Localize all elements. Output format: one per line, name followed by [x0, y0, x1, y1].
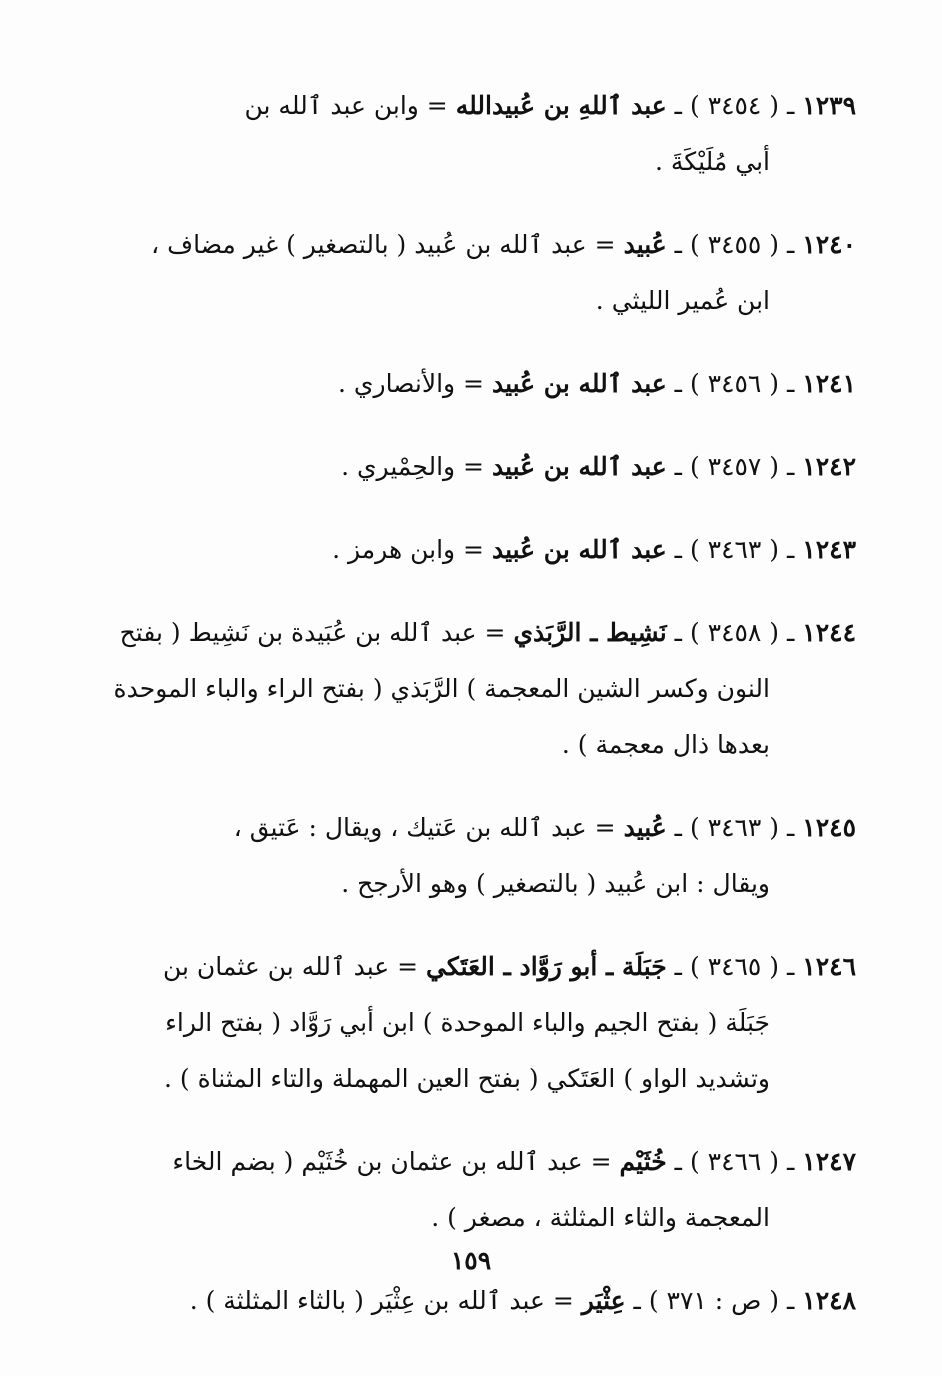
entry-continuation-line: النون وكسر الشين المعجمة ) الرَّبَذي ( بفتح الراء والباء الموحدة — [113, 674, 770, 703]
entry-text: = والأنصاري . — [338, 369, 484, 398]
entry-first-line — [111, 78, 856, 134]
space — [484, 535, 492, 564]
entry — [111, 1134, 856, 1246]
entry-text: = عبد ٱلله بن عَتيك ، ويقال : عَتيق ، — [233, 813, 616, 842]
space — [484, 452, 492, 481]
entry-reference: ( ٣٤٥٨ ) — [689, 618, 780, 647]
dash-separator: ـ — [666, 230, 690, 259]
entry-reference: ( ٣٤٥٧ ) — [689, 452, 780, 481]
space — [616, 813, 624, 842]
entry-first-line — [111, 439, 856, 495]
dash-separator: ـ — [779, 91, 803, 120]
entry-number: ١٢٤٠ — [802, 230, 856, 259]
dash-separator: ـ — [666, 452, 690, 481]
entry-reference: ( ٣٤٦٦ ) — [689, 1147, 780, 1176]
entry-name: عِثْيَر — [581, 1286, 626, 1315]
entry — [111, 800, 856, 912]
page-number: ١٥٩ — [450, 1246, 492, 1275]
entry-name: خُثَيْم — [619, 1147, 667, 1176]
entry-number: ١٢٣٩ — [802, 91, 856, 120]
entry — [111, 605, 856, 773]
dash-separator: ـ — [779, 1147, 803, 1176]
entries-list — [111, 78, 856, 1356]
entry-reference: ( ٣٤٦٥ ) — [689, 952, 780, 981]
dash-separator: ـ — [666, 369, 690, 398]
dash-separator: ـ — [779, 452, 803, 481]
entry — [111, 1273, 856, 1329]
entry-number: ١٢٤١ — [802, 369, 856, 398]
entry-reference: ( ٣٤٥٦ ) — [689, 369, 780, 398]
entry-number: ١٢٤٢ — [802, 452, 856, 481]
space — [448, 91, 456, 120]
entry-continuation-line: ابن عُمير الليثي . — [595, 286, 770, 315]
entry-reference: ( ص : ٣٧١ ) — [648, 1286, 780, 1315]
entry — [111, 939, 856, 1107]
entry-continuation-line: بعدها ذال معجمة ) . — [561, 730, 770, 759]
entry — [111, 217, 856, 329]
entry-name: جَبَلَة ـ أبو رَوَّاد ـ العَتَكي — [426, 952, 667, 981]
space — [484, 369, 492, 398]
entry-first-line — [111, 939, 856, 995]
entry-first-line — [111, 800, 856, 856]
space — [418, 952, 426, 981]
entry-continuation-line: جَبَلَة ( بفتح الجيم والباء الموحدة ) ابن أبي رَوَّاد ( بفتح الراء — [165, 1008, 770, 1037]
entry-first-line — [111, 356, 856, 412]
entry-first-line — [111, 217, 856, 273]
entry — [111, 78, 856, 190]
dash-separator: ـ — [666, 535, 690, 564]
dash-separator: ـ — [666, 91, 690, 120]
entry-continuation-line: ويقال : ابن عُبيد ( بالتصغير ) وهو الأرجح . — [341, 869, 770, 898]
entry-number: ١٢٤٦ — [802, 952, 856, 981]
entry-first-line — [111, 605, 856, 661]
entry-number: ١٢٤٥ — [802, 813, 856, 842]
entry — [111, 439, 856, 495]
entry-number: ١٢٤٣ — [802, 535, 856, 564]
dash-separator: ـ — [779, 952, 803, 981]
dash-separator: ـ — [666, 952, 690, 981]
dash-separator: ـ — [625, 1286, 649, 1315]
entry-number: ١٢٤٤ — [802, 618, 856, 647]
dash-separator: ـ — [666, 1147, 690, 1176]
entry-text: = والحِمْيري . — [341, 452, 484, 481]
dash-separator: ـ — [779, 618, 803, 647]
entry-text: = عبد ٱلله بن عِثْيَر ( بالثاء المثلثة ) . — [189, 1286, 574, 1315]
entry-continuation-line: المعجمة والثاء المثلثة ، مصغر ) . — [431, 1203, 770, 1232]
dash-separator: ـ — [779, 535, 803, 564]
entry-name: عبد ٱلله بن عُبيد — [491, 369, 667, 398]
dash-separator: ـ — [666, 813, 690, 842]
entry-number: ١٢٤٧ — [802, 1147, 856, 1176]
entry-name: عبد ٱللهِ بن عُبيدالله — [455, 91, 667, 120]
entry-text: = عبد ٱلله بن عُبيد ( بالتصغير ) غير مضاف ، — [151, 230, 616, 259]
entry-text: = عبد ٱلله بن عثمان بن — [162, 952, 419, 981]
dash-separator: ـ — [666, 618, 690, 647]
entry-text: = وابن هرمز . — [332, 535, 484, 564]
entry-text: = عبد ٱلله بن عُبَيدة بن نَشِيط ( بفتح — [119, 618, 506, 647]
dash-separator: ـ — [779, 369, 803, 398]
entry-number: ١٢٤٨ — [802, 1286, 856, 1315]
entry-name: نَشِيط ـ الرَّبَذي — [513, 618, 667, 647]
entry-name: عبد ٱلله بن عُبيد — [491, 452, 667, 481]
entry — [111, 522, 856, 578]
entry-first-line — [111, 1134, 856, 1190]
entry-text: = وابن عبد ٱلله بن — [244, 91, 448, 120]
entry-name: عُبيد — [623, 813, 667, 842]
entry — [111, 356, 856, 412]
entry-reference: ( ٣٤٥٤ ) — [689, 91, 780, 120]
entry-name: عُبيد — [623, 230, 667, 259]
entry-continuation-line: وتشديد الواو ) العَتَكي ( بفتح العين المهملة والتاء المثناة ) . — [164, 1064, 770, 1093]
entry-name: عبد ٱلله بن عُبيد — [491, 535, 667, 564]
dash-separator: ـ — [779, 813, 803, 842]
dash-separator: ـ — [779, 230, 803, 259]
space — [616, 230, 624, 259]
dash-separator: ـ — [779, 1286, 803, 1315]
entry-reference: ( ٣٤٦٣ ) — [689, 535, 780, 564]
entry-text: = عبد ٱلله بن عثمان بن خُثَيْم ( بضم الخاء — [172, 1147, 612, 1176]
entry-continuation-line: أبي مُلَيْكَةَ . — [654, 147, 770, 176]
entry-reference: ( ٣٤٦٣ ) — [689, 813, 780, 842]
space — [612, 1147, 620, 1176]
entry-reference: ( ٣٤٥٥ ) — [689, 230, 780, 259]
space — [574, 1286, 582, 1315]
entry-first-line — [111, 522, 856, 578]
entry-first-line — [111, 1273, 856, 1329]
